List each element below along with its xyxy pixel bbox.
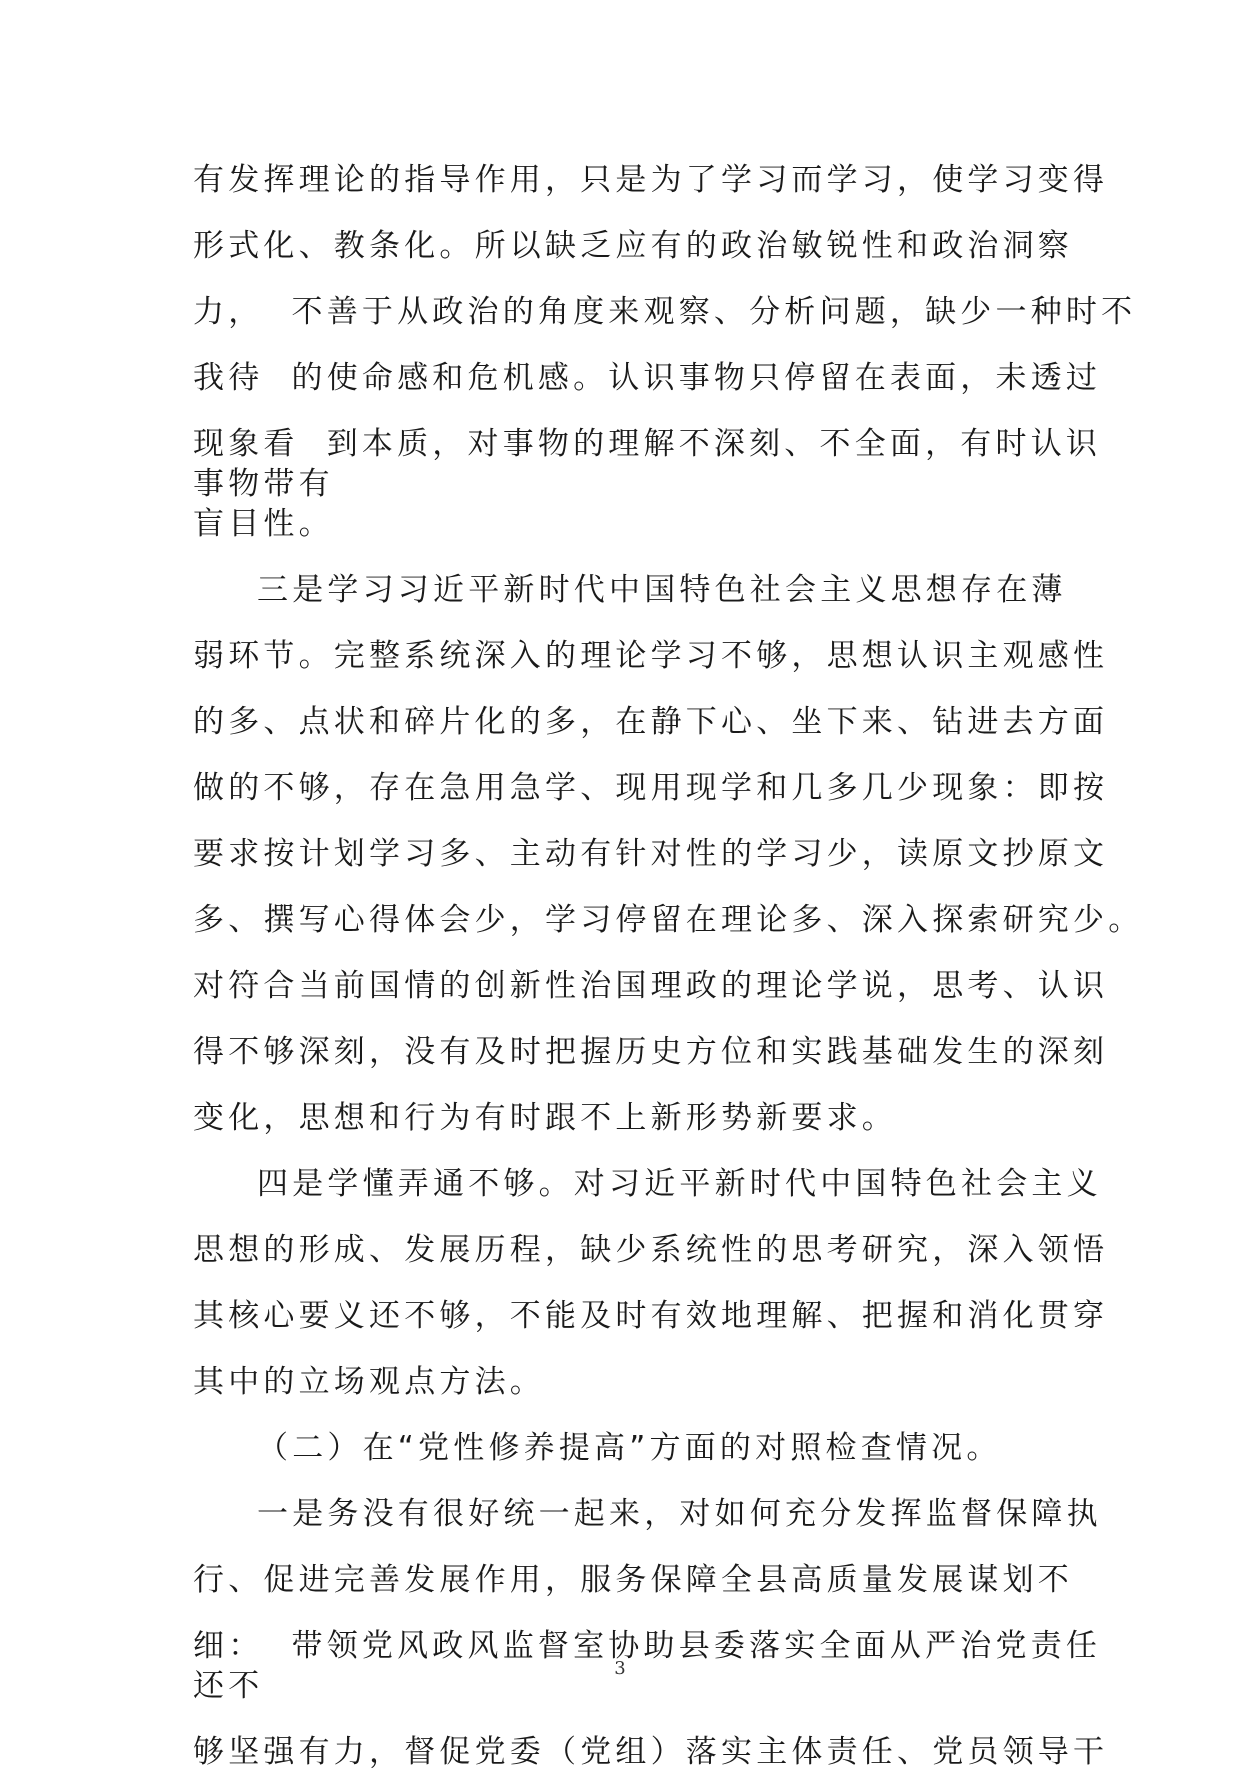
text-line: 行、促进完善发展作用，服务保障全县高质量发展谋划不 [193,1562,1073,1598]
paragraph-start-line: 三是学习习近平新时代中国特色社会主义思想存在薄 [257,572,1067,608]
body-text [193,160,1144,1772]
text-line: 弱环节。完整系统深入的理论学习不够，思想认识主观感性 [193,638,1109,674]
text-line: 多、撰写心得体会少，学习停留在理论多、深入探索研究少。 [193,902,1144,938]
text-line: 有发挥理论的指导作用，只是为了学习而学习，使学习变得 [193,162,1109,198]
text-line: 得不够深刻，没有及时把握历史方位和实践基础发生的深刻 [193,1034,1109,1070]
text-line: 对符合当前国情的创新性治国理政的理论学说，思考、认识 [193,968,1109,1004]
text-line: 盲目性。 [193,506,334,542]
text-line: 变化，思想和行为有时跟不上新形势新要求。 [193,1100,897,1136]
paragraph-start-line: 四是学懂弄通不够。对习近平新时代中国特色社会主义 [257,1166,1102,1202]
text-line: 我待 的使命感和危机感。认识事物只停留在表面，未透过 [193,360,1102,396]
section-heading: （二）在“党性修养提高”方面的对照检查情况。 [257,1430,1002,1466]
text-line: 力， 不善于从政治的角度来观察、分析问题，缺少一种时不 [193,294,1137,330]
text-line: 现象看 到本质，对事物的理解不深刻、不全面，有时认识 [193,426,1102,462]
text-line: 的多、点状和碎片化的多，在静下心、坐下来、钻进去方面 [193,704,1109,740]
text-line: 够坚强有力，督促党委（党组）落实主体责任、党员领导干 [193,1734,1109,1770]
text-line: 其核心要义还不够，不能及时有效地理解、把握和消化贯穿 [193,1298,1109,1334]
paragraph-start-line: 一是务没有很好统一起来，对如何充分发挥监督保障执 [257,1496,1102,1532]
text-line: 细： 带领党风政风监督室协助县委落实全面从严治党责任 [193,1628,1102,1664]
text-line: 做的不够，存在急用急学、现用现学和几多几少现象：即按 [193,770,1109,806]
text-line: 其中的立场观点方法。 [193,1364,545,1400]
text-line: 形式化、教条化。所以缺乏应有的政治敏锐性和政治洞察 [193,228,1073,264]
page-number: 3 [614,1658,626,1679]
text-line: 要求按计划学习多、主动有针对性的学习少，读原文抄原文 [193,836,1109,872]
text-line: 还不 [193,1668,264,1704]
text-line: 思想的形成、发展历程，缺少系统性的思考研究，深入领悟 [193,1232,1109,1268]
text-line: 事物带有 [193,466,334,502]
